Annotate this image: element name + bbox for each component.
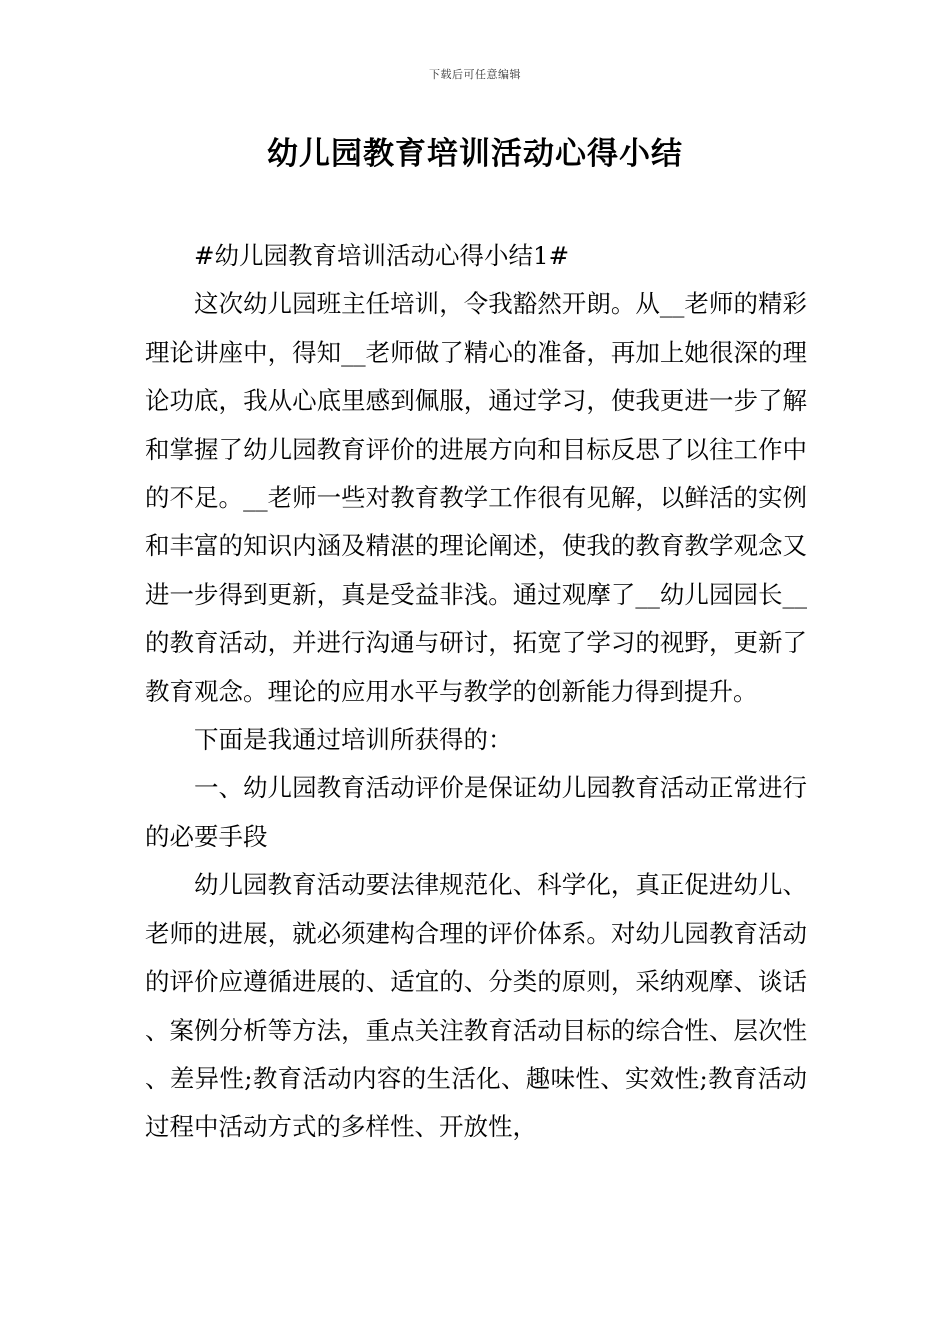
body-paragraph: 下面是我通过培训所获得的： <box>194 725 513 755</box>
document-title: 幼儿园教育培训活动心得小结 <box>267 136 683 172</box>
body-paragraph: 这次幼儿园班主任培训，令我豁然开朗。从__老师的精彩理论讲座中，得知__老师做了精心的准备，再加上她很深的理论功底，我从心底里感到佩服，通过学习，使我更进一步了解和掌握了幼儿园教育评价的进展方向和目标反思了以往工作中的不足。__老师一些对教育教学工作很有见解，以鲜活的实例和丰富的知识内涵及精湛的理论阐述，使我的教育教学观念又进一步得到更新，真是受益非浅。通过观摩了__幼儿园园长__的教育活动，并进行沟通与研讨，拓宽了学习的视野，更新了教育观念。理论的应用水平与教学的创新能力得到提升。 <box>145 289 807 706</box>
header-note: 下载后可任意编辑 <box>429 68 521 81</box>
section-heading: #幼儿园教育培训活动心得小结1# <box>194 241 570 270</box>
document-body <box>145 232 807 1152</box>
body-paragraph: 一、幼儿园教育活动评价是保证幼儿园教育活动正常进行的必要手段 <box>145 773 807 851</box>
body-paragraph: 幼儿园教育活动要法律规范化、科学化，真正促进幼儿、老师的进展，就必须建构合理的评价体系。对幼儿园教育活动的评价应遵循进展的、适宜的、分类的原则，采纳观摩、谈话、案例分析等方法，重点关注教育活动目标的综合性、层次性、差异性;教育活动内容的生活化、趣味性、实效性;教育活动过程中活动方式的多样性、开放性， <box>145 870 807 1142</box>
